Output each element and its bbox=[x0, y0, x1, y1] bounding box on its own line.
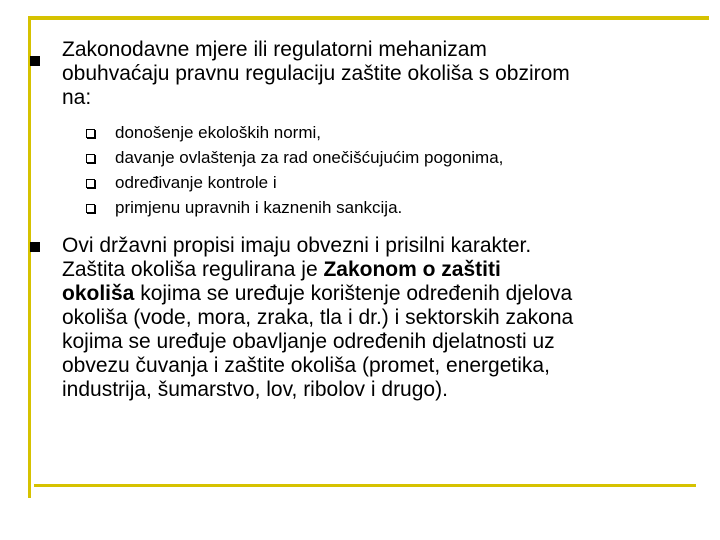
bullet-2-text-end: kojima se uređuje korištenje određenih djelova okoliša (vode, mora, zraka, tla i dr.) i sektorskih zakona kojima se uređuje obavljanje određenih djelatnosti uz obvezu čuvanja i zaštite okoliša (promet, energetika, industrija, šumarstvo, lov, ribolov i drugo). bbox=[62, 282, 574, 401]
law-name-bold: Zakonom o zaštiti okoliša bbox=[62, 258, 501, 305]
square-bullet-icon bbox=[30, 56, 40, 66]
bottom-rule bbox=[34, 484, 696, 487]
sub-list-item bbox=[86, 171, 700, 196]
sub-item-text: donošenje ekoloških normi, bbox=[115, 123, 322, 142]
hollow-square-bullet-icon bbox=[86, 129, 95, 138]
sub-list-item bbox=[86, 121, 700, 146]
sub-item-text: davanje ovlaštenja za rad onečišćujućim pogonima, bbox=[115, 148, 504, 167]
slide-content bbox=[30, 38, 700, 402]
sub-item-text: primjenu upravnih i kaznenih sankcija. bbox=[115, 198, 403, 217]
hollow-square-bullet-icon bbox=[86, 154, 95, 163]
sub-item-text: određivanje kontrole i bbox=[115, 173, 277, 192]
sub-bullet-list bbox=[86, 121, 700, 221]
square-bullet-icon bbox=[30, 242, 40, 252]
bullet-2-text-start: Ovi državni propisi imaju obvezni i prisilni karakter. Zaštita okoliša regulirana je bbox=[62, 234, 532, 281]
bullet-2-text bbox=[62, 234, 700, 402]
bullet-1-text: Zakonodavne mjere ili regulatorni mehanizam obuhvaćaju pravnu regulaciju zaštite okoliša s obzirom na: bbox=[62, 38, 570, 109]
hollow-square-bullet-icon bbox=[86, 179, 95, 188]
bullet-item-2 bbox=[30, 234, 700, 402]
sub-list-item bbox=[86, 196, 700, 221]
sub-list-item bbox=[86, 146, 700, 171]
bullet-item-1 bbox=[30, 38, 700, 110]
hollow-square-bullet-icon bbox=[86, 204, 95, 213]
top-rule bbox=[29, 16, 709, 20]
